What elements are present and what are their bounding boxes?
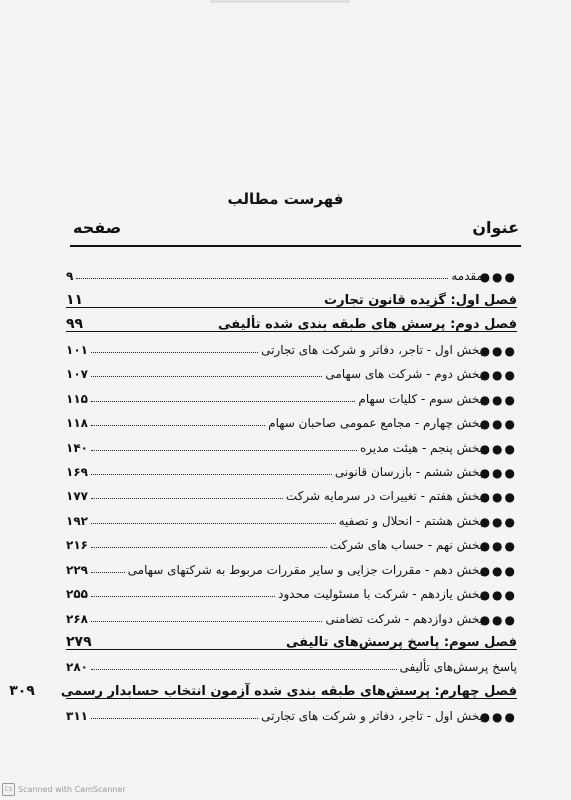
- toc-entry-title: بخش چهارم - مجامع عمومی صاحبان سهام: [268, 416, 483, 431]
- toc-page-number: ۲۱۶: [66, 538, 88, 553]
- bullet-dots: ●●●: [479, 417, 517, 432]
- toc-row: [66, 261, 517, 285]
- bullet-dots: ●●●: [479, 588, 517, 603]
- bullet-dots: ●●●: [479, 343, 517, 358]
- toc-entry-title: بخش اول - تاجر، دفاتر و شرکت های تجارتی: [261, 342, 483, 357]
- dot-leader: [91, 474, 332, 475]
- bullet-dots: ●●●: [479, 710, 517, 725]
- toc-row: [66, 359, 517, 383]
- toc-entry-title: مقدمه: [451, 269, 483, 284]
- toc-entry-title: پاسخ پرسش‌های تألیفی: [399, 660, 517, 675]
- bullet-dots: ●●●: [479, 612, 517, 627]
- toc-page-number: ۱۱۸: [66, 416, 88, 431]
- bullet-dots: ●●●: [479, 514, 517, 529]
- dot-leader: [91, 352, 258, 353]
- toc-page-number: ۹۹: [66, 316, 84, 333]
- toc-row: [66, 701, 517, 725]
- toc-entry-title: بخش دهم - مقررات جزایی و سایر مقررات مربوط به شرکتهای سهامی: [127, 562, 483, 577]
- toc-page-number: ۱۶۹: [66, 464, 88, 479]
- toc-entry-title: بخش دوازدهم - شرکت تضامنی: [325, 611, 483, 626]
- dot-leader: [91, 572, 125, 573]
- dot-leader: [91, 718, 258, 719]
- toc-row: [66, 554, 517, 578]
- toc-entry-title: فصل چهارم: پرسش‌های طبقه بندی شده آزمون انتخاب حسابدار رسمی: [60, 683, 517, 699]
- bullet-dots: ●●●: [479, 392, 517, 407]
- toc-page-number: ۳۰۹: [9, 682, 35, 699]
- column-header-page: صفحه: [73, 218, 122, 237]
- toc-entry-title: بخش ششم - بازرسان قانونی: [334, 464, 483, 479]
- toc-page-number: ۱۰۷: [66, 367, 88, 382]
- dot-leader: [91, 376, 322, 377]
- toc-chapter-row: [66, 285, 517, 309]
- toc-chapter-row: [9, 676, 517, 700]
- toc-chapter-row: [66, 310, 517, 334]
- camscanner-icon: CS: [2, 783, 15, 796]
- toc-page-number: ۲۶۸: [66, 611, 88, 626]
- dot-leader: [91, 523, 336, 524]
- toc-page-number: ۹: [66, 269, 74, 284]
- toc-row: [66, 505, 517, 529]
- dot-leader: [91, 450, 357, 451]
- toc-row: [66, 579, 517, 603]
- toc-row: [66, 603, 517, 627]
- toc-page-number: ۲۵۵: [66, 587, 88, 602]
- toc-row: [66, 334, 517, 358]
- dot-leader: [91, 669, 397, 670]
- dot-leader: [91, 498, 283, 499]
- dot-leader: [91, 596, 275, 597]
- bullet-dots: ●●●: [479, 539, 517, 554]
- bullet-dots: ●●●: [479, 270, 517, 285]
- dot-leader: [76, 278, 448, 279]
- bullet-dots: ●●●: [479, 563, 517, 578]
- dot-leader: [91, 547, 327, 548]
- toc-row: [66, 457, 517, 481]
- toc-page-number: ۲۸۰: [66, 660, 88, 675]
- toc-row: [66, 408, 517, 432]
- toc-page-number: ۱۱: [66, 291, 84, 308]
- toc-row: [66, 530, 517, 554]
- toc-entry-title: بخش نهم - حساب های شرکت: [329, 538, 483, 553]
- toc-page-number: ۳۱۱: [66, 709, 88, 724]
- bullet-dots: ●●●: [479, 368, 517, 383]
- toc-row: [66, 432, 517, 456]
- toc-page-number: ۱۷۷: [66, 489, 88, 504]
- toc-page-number: ۲۷۹: [66, 634, 92, 650]
- toc-page-number: ۱۰۱: [66, 342, 88, 357]
- toc-row: [66, 652, 517, 676]
- toc-entry-title: بخش دوم - شرکت های سهامی: [325, 367, 483, 382]
- toc-entry-title: فصل سوم: پاسخ پرسش‌های تالیفی: [285, 635, 517, 650]
- toc-entry-title: بخش هشتم - انحلال و تصفیه: [338, 513, 483, 528]
- column-header-title: عنوان: [472, 218, 519, 237]
- watermark-text: Scanned with CamScanner: [18, 785, 126, 794]
- toc-row: [66, 383, 517, 407]
- bullet-dots: ●●●: [479, 490, 517, 505]
- toc-entry-title: فصل اول: گزیده قانون تجارت: [324, 292, 517, 308]
- toc-entry-title: فصل دوم: پرسش های طبقه بندی شده تألیفی: [218, 317, 517, 333]
- page-title: فهرست مطالب: [227, 190, 344, 208]
- camscanner-watermark: [2, 783, 126, 796]
- table-of-contents: [9, 261, 517, 725]
- toc-entry-title: بخش سوم - کلیات سهام: [358, 391, 483, 406]
- toc-page-number: ۱۴۰: [66, 440, 88, 455]
- toc-page-number: ۱۱۵: [66, 391, 88, 406]
- toc-entry-title: بخش پنجم - هیئت مدیره: [360, 440, 483, 455]
- header-rule: [70, 245, 521, 247]
- toc-page-number: ۱۹۲: [66, 513, 88, 528]
- toc-chapter-row: [66, 628, 517, 652]
- dot-leader: [91, 621, 322, 622]
- toc-entry-title: بخش یازدهم - شرکت با مسئولیت محدود: [278, 587, 483, 602]
- bullet-dots: ●●●: [479, 465, 517, 480]
- toc-page-number: ۲۲۹: [66, 562, 88, 577]
- toc-row: [66, 481, 517, 505]
- toc-entry-title: بخش اول - تاجر، دفاتر و شرکت های تجارتی: [261, 709, 483, 724]
- toc-entry-title: بخش هفتم - تغییرات در سرمایه شرکت: [285, 489, 483, 504]
- dot-leader: [91, 425, 265, 426]
- dot-leader: [91, 401, 355, 402]
- bullet-dots: ●●●: [479, 441, 517, 456]
- scan-smudge: [210, 0, 350, 3]
